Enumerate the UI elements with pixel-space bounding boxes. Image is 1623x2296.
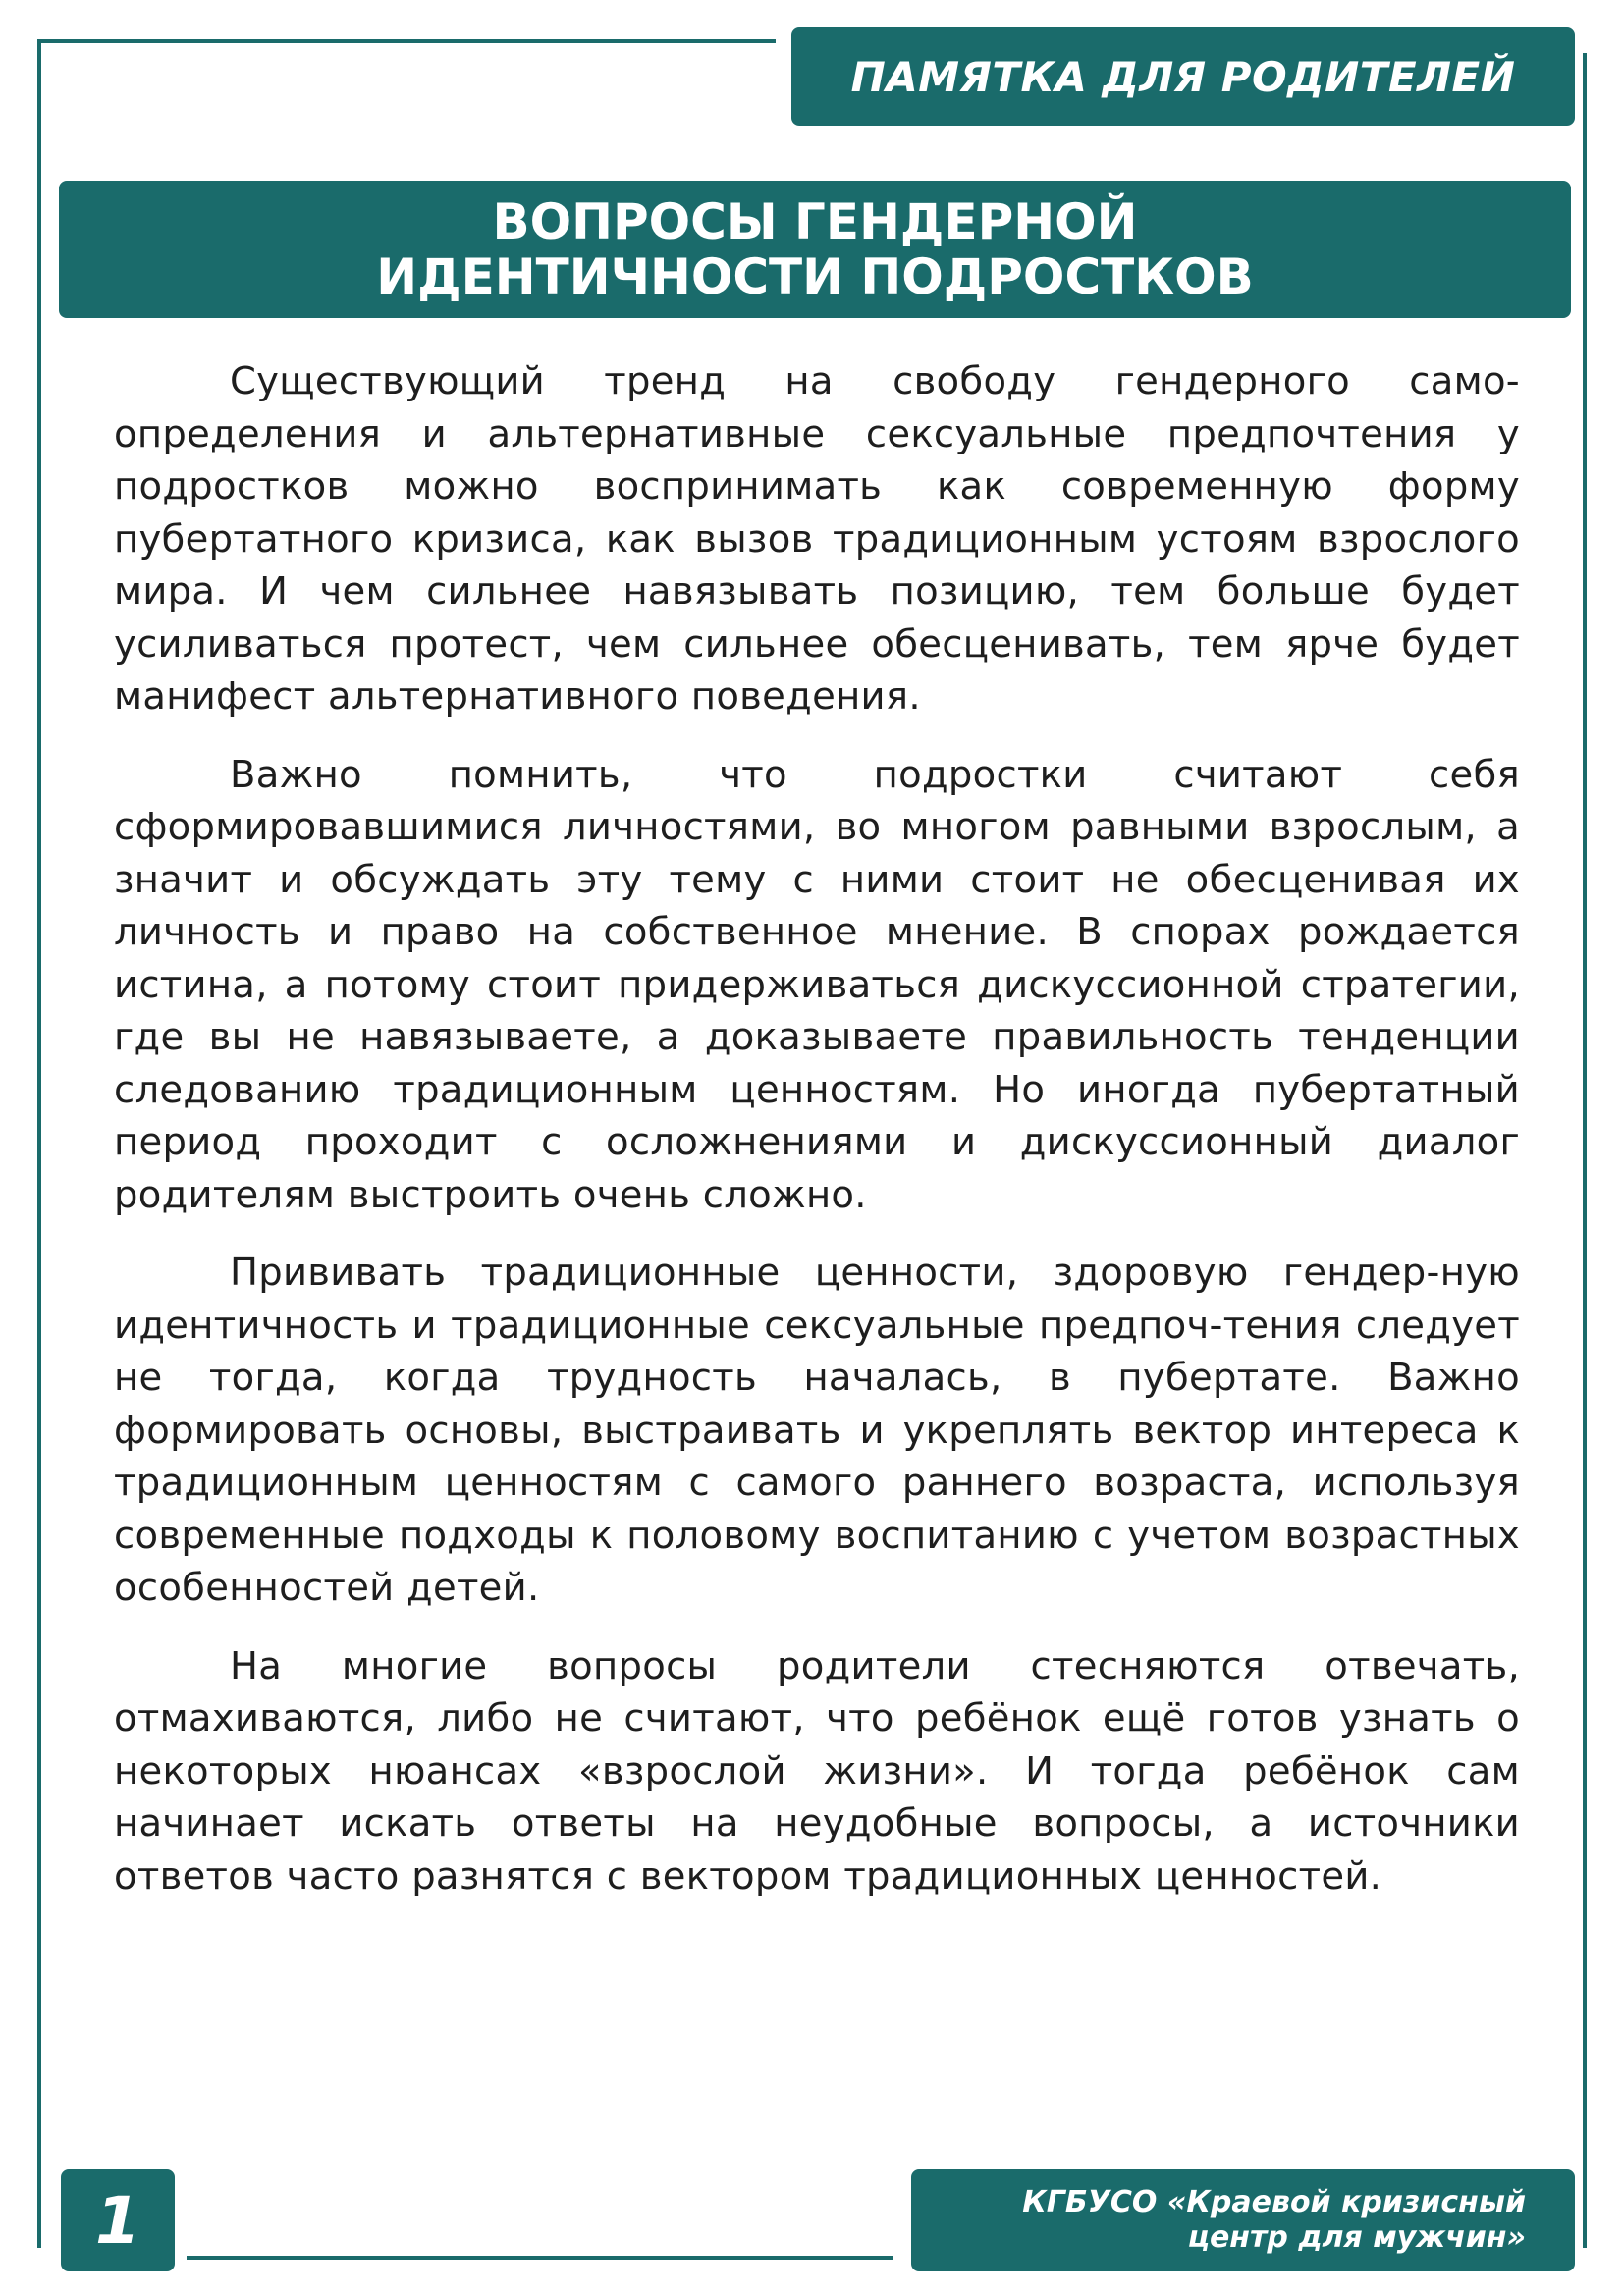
header-tag (791, 27, 1575, 126)
body-content (114, 355, 1520, 1928)
paragraph-1: Существующий тренд на свободу гендерного само-определения и альтернативные сексуальные предпочтения у подростков можно воспринимать как современную форму пубертатного кризиса, как вызов традиционным устоям взрослого мира. И чем сильнее навязывать позицию, тем больше будет усиливаться протест, чем сильнее обесценивать, тем ярче будет манифест альтернативного поведения. (114, 359, 1520, 719)
footer-org-line-1: КГБУСО «Краевой кризисный (1022, 2185, 1526, 2219)
paragraph-4: На многие вопросы родители стесняются отвечать, отмахиваются, либо не считают, что ребёнок ещё готов узнать о некоторых нюансах «взрослой жизни». И тогда ребёнок сам начинает искать ответы на неудобные вопросы, а источники ответов часто разнятся с вектором традиционных ценностей. (114, 1643, 1520, 1898)
footer-org-line-2: центр для мужчин» (1187, 2220, 1526, 2255)
footer-organization (911, 2169, 1575, 2271)
page-title-line-2: ИДЕНТИЧНОСТИ ПОДРОСТКОВ (376, 248, 1254, 305)
paragraph-3: Прививать традиционные ценности, здоровую гендер-ную идентичность и традиционные сексуальные предпоч-тения следует не тогда, когда трудность началась, в пубертате. Важно формировать основы, выстраивать и укреплять вектор интереса к традиционным ценностям с самого раннего возраста, используя современные подходы к половому воспитанию с учетом возрастных особенностей детей. (114, 1251, 1520, 1610)
page-number-badge (61, 2169, 175, 2271)
paragraph-2: Важно помнить, что подростки считают себя сформировавшимися личностями, во многом равными взрослым, а значит и обсуждать эту тему с ними стоит не обесценивая их личность и право на собственное мнение. В спорах рождается истина, а потому стоит придерживаться дискуссионной стратегии, где вы не навязываете, а доказываете правильность тенденции следованию традиционным ценностям. Но иногда пубертатный период проходит с осложнениями и дискуссионный диалог родителям выстроить очень сложно. (114, 752, 1520, 1217)
header-tag-label: ПАМЯТКА ДЛЯ РОДИТЕЛЕЙ (850, 52, 1516, 101)
page-number: 1 (95, 2182, 140, 2259)
page-title-line-1: ВОПРОСЫ ГЕНДЕРНОЙ (492, 193, 1138, 250)
page-title (59, 181, 1571, 318)
